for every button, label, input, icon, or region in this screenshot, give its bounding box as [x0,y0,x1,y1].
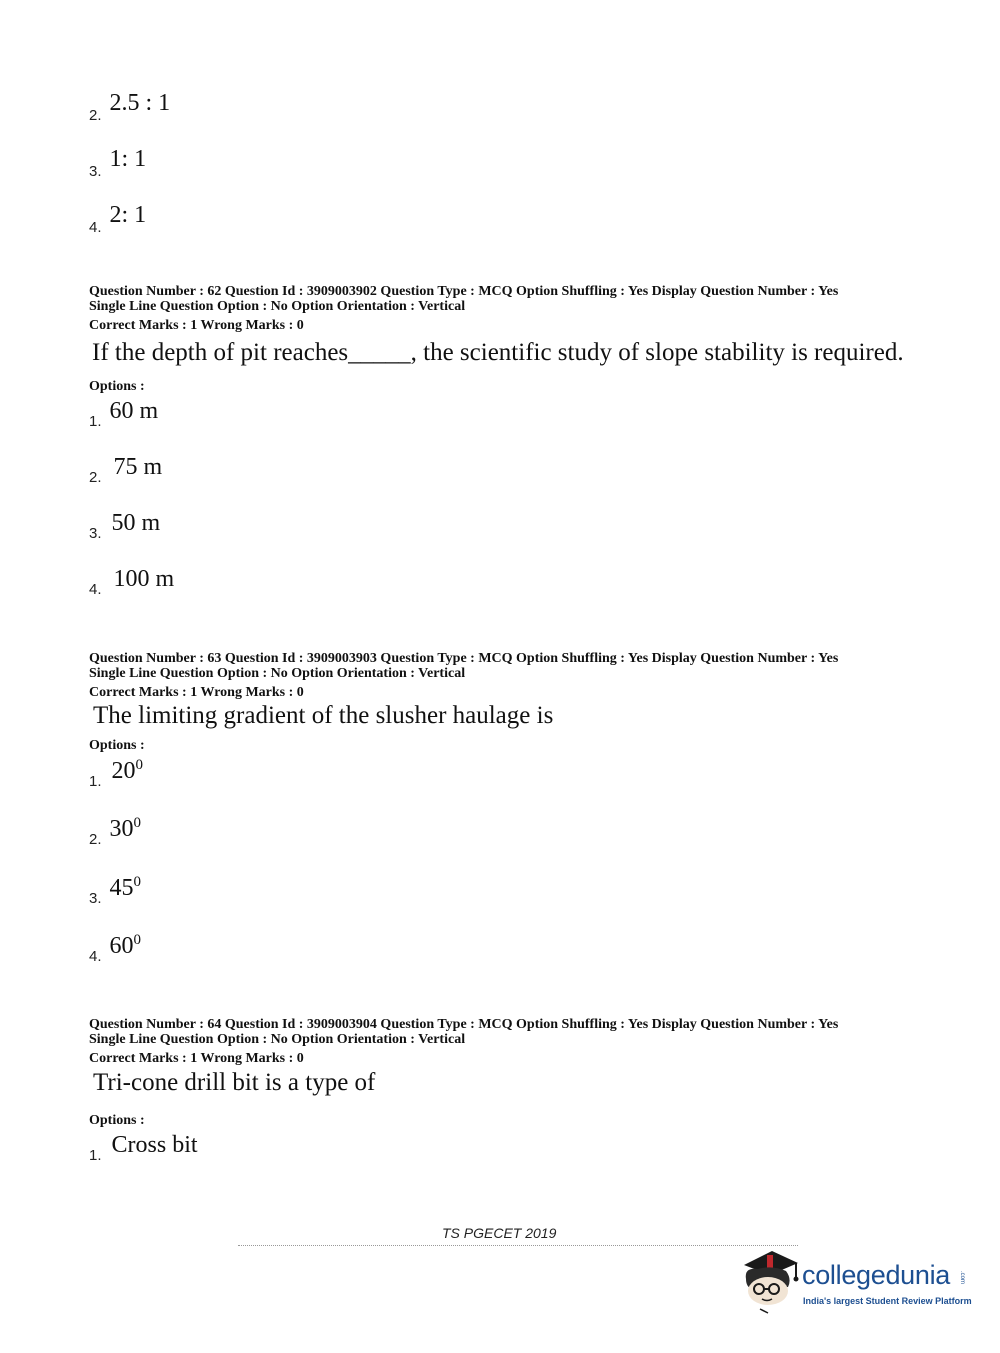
brand-dotcom: .com [959,1271,965,1285]
option-value: 60 [109,933,134,959]
option-number: 4. [89,219,102,236]
option-text [110,816,142,842]
question-meta-line1: Question Number : 63 Question Id : 3909003903 Question Type : MCQ Option Shuffling : Yes Display Question Number : Yes [89,651,839,666]
option-value: 20 [111,758,136,784]
student-mascot-icon [738,1245,802,1315]
options-label: Options : [89,379,145,394]
option-text: 1: 1 [109,146,147,172]
question-text: The limiting gradient of the slusher haulage is [93,702,554,729]
option-text: 100 m [113,566,175,592]
option-4 [89,566,175,598]
option-text: 50 m [111,510,161,536]
option-number: 2. [89,831,102,848]
prev-option-2 [89,90,171,124]
question-meta-line2: Single Line Question Option : No Option Orientation : Vertical [89,299,466,314]
option-text [112,758,144,784]
degree-superscript: 0 [133,874,142,890]
brand-name: collegedunia [802,1260,951,1290]
option-number: 2. [89,107,102,124]
degree-superscript: 0 [133,932,142,948]
option-value: 45 [109,875,134,901]
option-3 [89,874,142,907]
question-meta-line2: Single Line Question Option : No Option Orientation : Vertical [89,1032,466,1047]
question-meta-line2: Single Line Question Option : No Option Orientation : Vertical [89,666,466,681]
option-3 [89,510,161,542]
options-label: Options : [89,738,145,753]
footer-divider [238,1245,798,1246]
question-meta-line1: Question Number : 64 Question Id : 3909003904 Question Type : MCQ Option Shuffling : Yes Display Question Number : Yes [89,1017,839,1032]
option-number: 4. [89,948,102,965]
option-number: 1. [89,1147,102,1164]
option-1 [89,757,144,790]
option-2 [89,454,163,486]
question-meta-line1: Question Number : 62 Question Id : 3909003902 Question Type : MCQ Option Shuffling : Yes Display Question Number : Yes [89,284,839,299]
degree-superscript: 0 [135,757,144,773]
degree-superscript: 0 [133,815,142,831]
question-marks: Correct Marks : 1 Wrong Marks : 0 [89,1051,304,1066]
option-number: 1. [89,413,102,430]
option-2 [89,815,142,848]
option-text: 2.5 : 1 [109,90,171,116]
option-number: 3. [89,163,102,180]
question-text: If the depth of pit reaches_____, the scientific study of slope stability is required. [92,339,904,366]
prev-option-3 [89,146,147,180]
option-text: Cross bit [111,1132,198,1158]
question-marks: Correct Marks : 1 Wrong Marks : 0 [89,318,304,333]
question-marks: Correct Marks : 1 Wrong Marks : 0 [89,685,304,700]
question-text: Tri-cone drill bit is a type of [93,1069,376,1096]
prev-option-4 [89,202,147,236]
brand-tagline: India's largest Student Review Platform [803,1296,972,1306]
option-text: 75 m [113,454,163,480]
option-4 [89,932,142,965]
option-text [110,933,142,959]
option-number: 3. [89,890,102,907]
option-1 [89,398,159,430]
option-text [110,875,142,901]
option-value: 30 [109,816,134,842]
option-text: 60 m [109,398,159,424]
option-1 [89,1132,198,1164]
option-number: 3. [89,525,102,542]
option-number: 2. [89,469,102,486]
option-number: 1. [89,773,102,790]
options-label: Options : [89,1113,145,1128]
option-number: 4. [89,581,102,598]
footer-title: TS PGECET 2019 [442,1225,557,1241]
option-text: 2: 1 [109,202,147,228]
